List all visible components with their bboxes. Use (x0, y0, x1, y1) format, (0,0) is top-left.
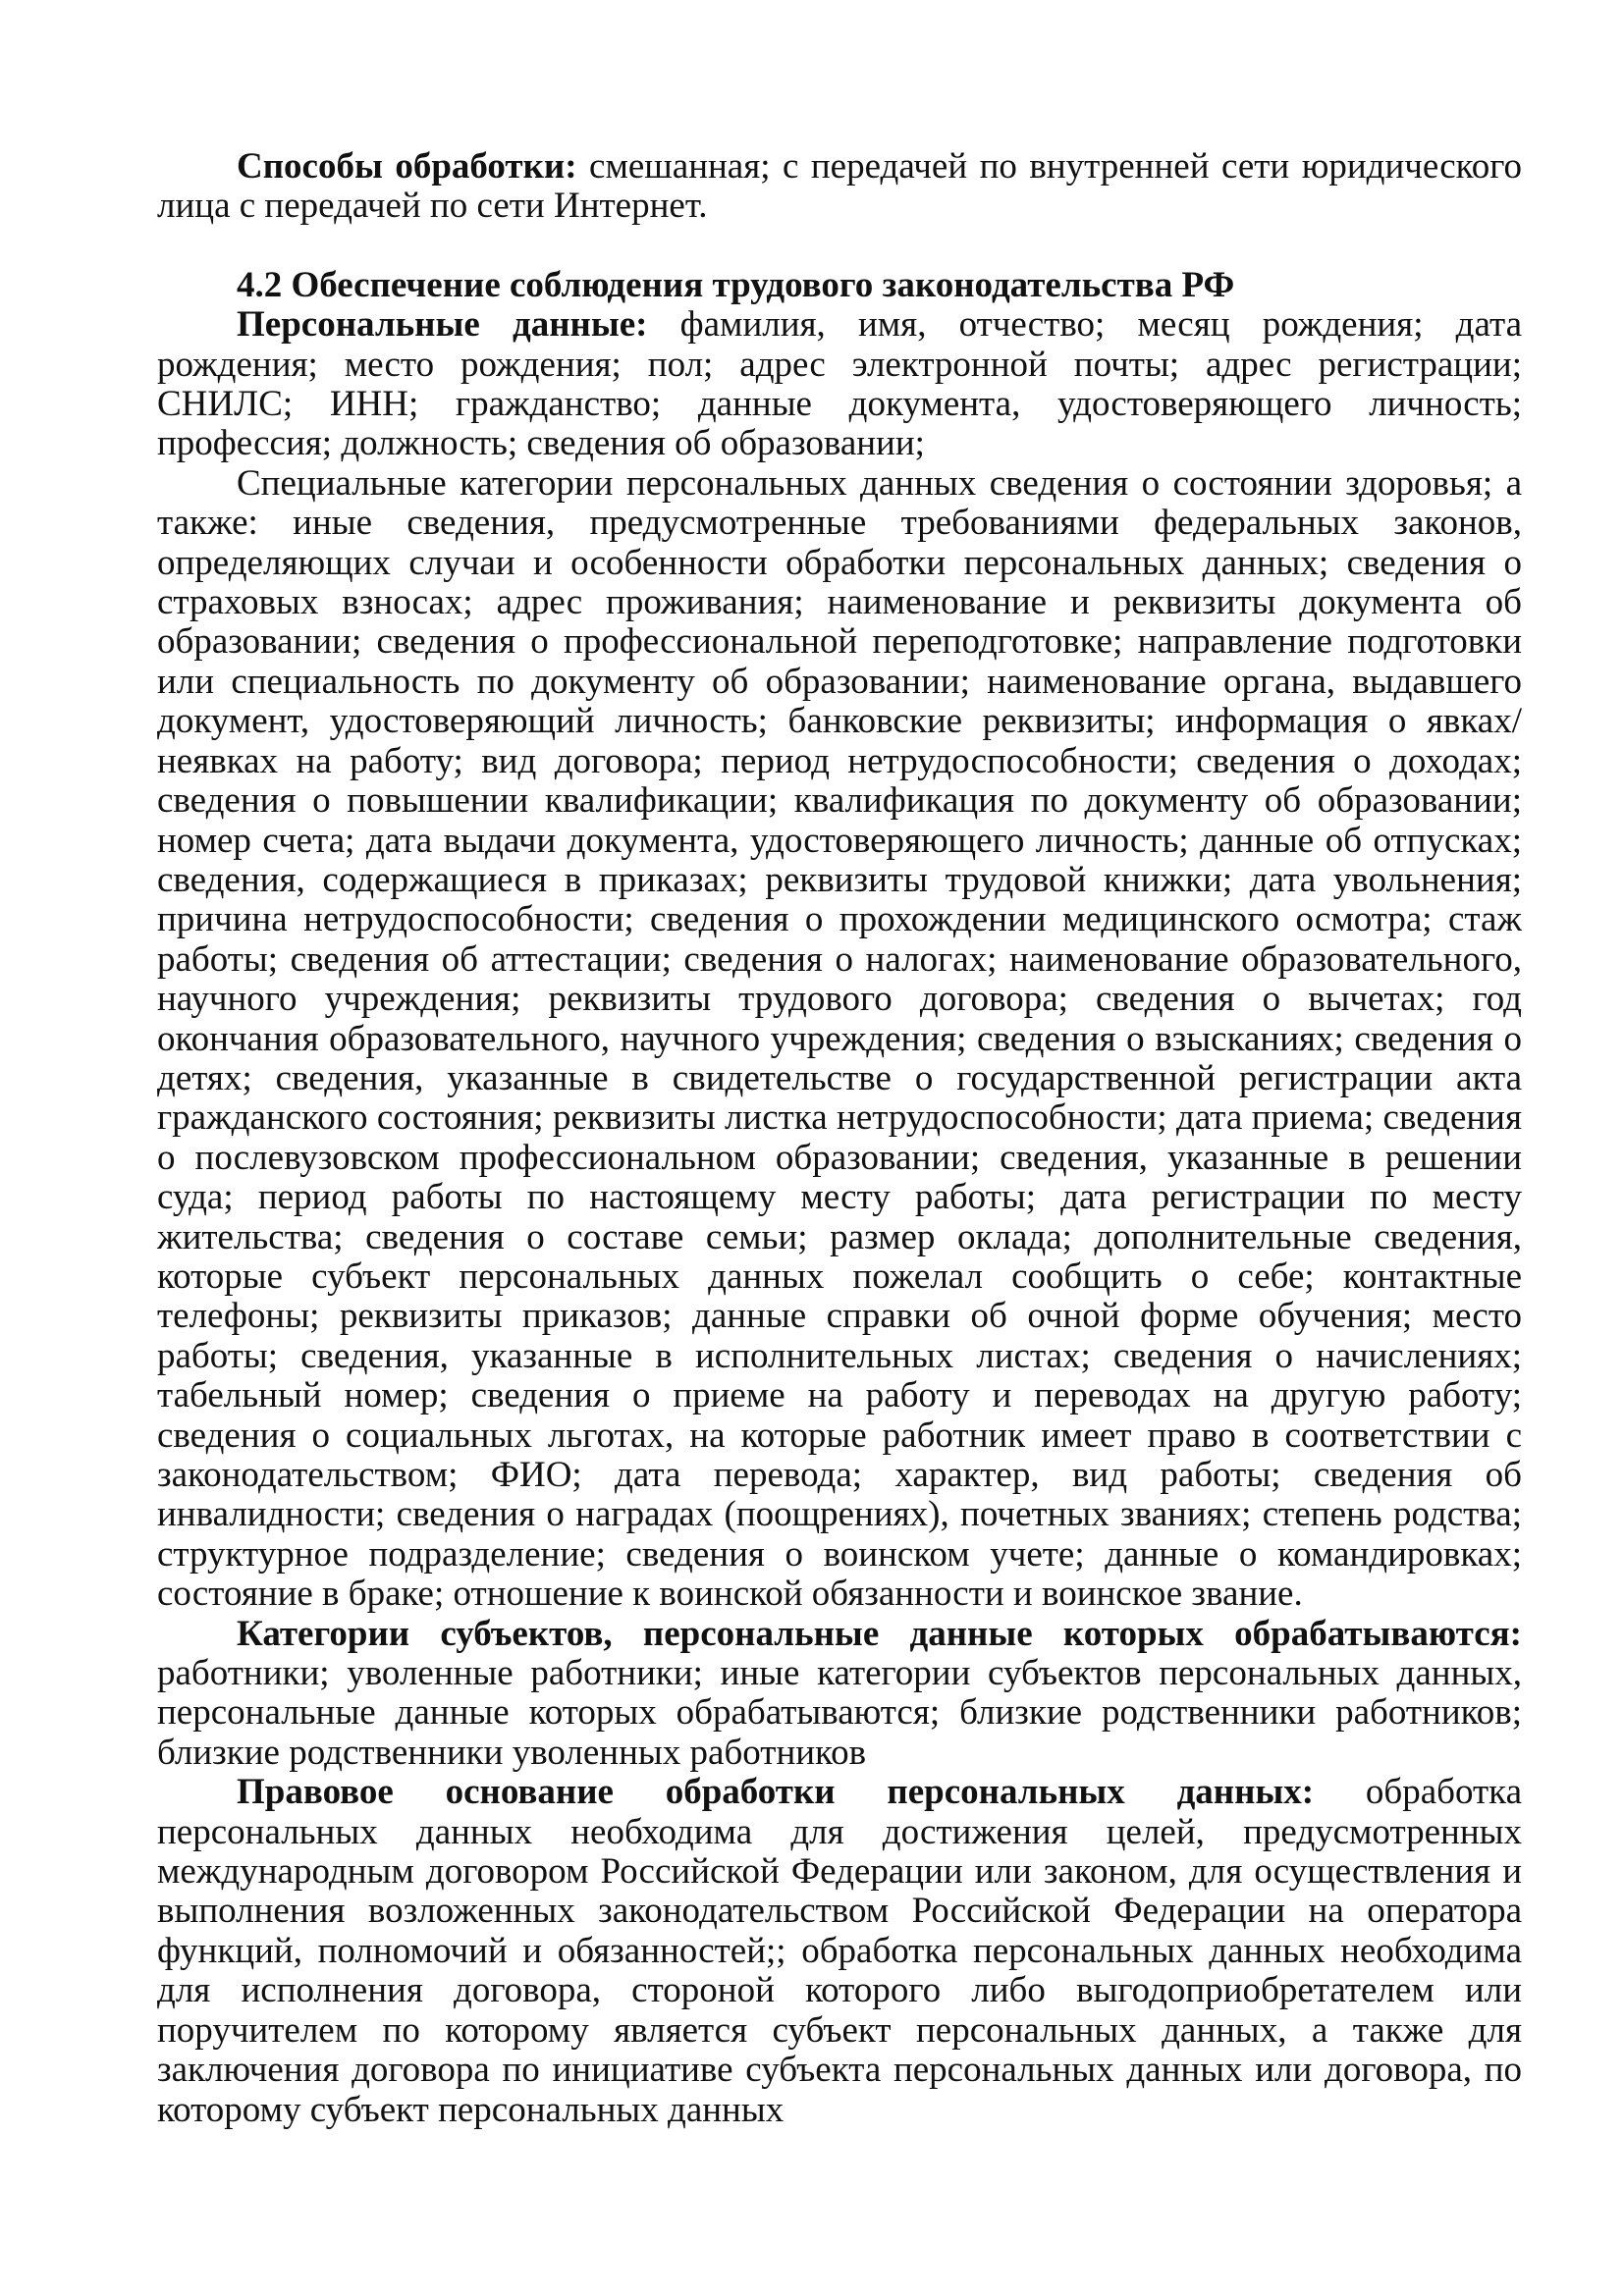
legal-basis-text: обработка персональных данных необходима для достижения целей, предусмотренных международным договором Российской Федерации или законом, для осуществления и выполнения возложенных законодательством Российской Федерации на оператора функций, полномочий и обязанностей;; обработка персональных данных необходима для исполнения договора, стороной которого либо выгодоприобретателем или поручителем по которому является субъект персональных данных, а также для заключения договора по инициативе субъекта персональных данных или договора, по которому субъект персональных данных (157, 1772, 1522, 2130)
section-heading: 4.2 Обеспечение соблюдения трудового законодательства РФ (237, 264, 1235, 305)
subject-categories-label: Категории субъектов, персональные данные которых обрабатываются: (237, 1613, 1522, 1654)
processing-methods-text: смешанная; с передачей по внутренней сети юридического лица с передачей по сети Интернет. (157, 146, 1522, 227)
special-categories-paragraph: Специальные категории персональных данных сведения о состоянии здоровья; а также: иные сведения, предусмотренные требованиями федеральных законов, определяющих случаи и особенности обработки персональных данных; сведения о страховых взносах; адрес проживания; наименование и реквизиты документа об образовании; сведения о профессиональной переподготовке; направление подготовки или специальность по документу об образовании; наименование органа, выдавшего документ, удостоверяющий личность; банковские реквизиты; информация о явках/неявках на работу; вид договора; период нетрудоспособности; сведения о доходах; сведения о повышении квалификации; квалификация по документу об образовании; номер счета; дата выдачи документа, удостоверяющего личность; данные об отпусках; сведения, содержащиеся в приказах; реквизиты трудовой книжки; дата увольнения; причина нетрудоспособности; сведения о прохождении медицинского осмотра; стаж работы; сведения об аттестации; сведения о налогах; наименование образовательного, научного учреждения; реквизиты трудового договора; сведения о вычетах; год окончания образовательного, научного учреждения; сведения о взысканиях; сведения о детях; сведения, указанные в свидетельстве о государственной регистрации акта гражданского состояния; реквизиты листка нетрудоспособности; дата приема; сведения о послевузовском профессиональном образовании; сведения, указанные в решении суда; период работы по настоящему месту работы; дата регистрации по месту жительства; сведения о составе семьи; размер оклада; дополнительные сведения, которые субъект персональных данных пожелал сообщить о себе; контактные телефоны; реквизиты приказов; данные справки об очной форме обучения; место работы; сведения, указанные в исполнительных листах; сведения о начислениях; табельный номер; сведения о приеме на работу и переводах на другую работу; сведения о социальных льготах, на которые работник имеет право в соответствии с законодательством; ФИО; дата перевода; характер, вид работы; сведения об инвалидности; сведения о наградах (поощрениях), почетных званиях; степень родства; структурное подразделение; сведения о воинском учете; данные о командировках; состояние в браке; отношение к воинской обязанности и воинское звание. (157, 462, 1522, 1615)
personal-data-paragraph (157, 305, 1522, 464)
legal-basis-label: Правовое основание обработки персональных данных: (237, 1772, 1315, 1813)
processing-methods-paragraph (157, 147, 1522, 227)
processing-methods-label: Способы обработки: (237, 146, 577, 187)
personal-data-text: фамилия, имя, отчество; месяц рождения; дата рождения; место рождения; пол; адрес электронной почты; адрес регистрации; СНИЛС; ИНН; гражданство; данные документа, удостоверяющего личность; профессия; должность; сведения об образовании; (157, 304, 1522, 464)
legal-basis-paragraph (157, 1773, 1522, 2130)
personal-data-label: Персональные данные: (237, 304, 648, 346)
subject-categories-text: работники; уволенные работники; иные категории субъектов персональных данных, персональные данные которых обрабатываются; близкие родственники работников; близкие родственники уволенных работников (157, 1653, 1522, 1773)
subject-categories-paragraph (157, 1615, 1522, 1774)
document-page (157, 147, 1522, 2130)
